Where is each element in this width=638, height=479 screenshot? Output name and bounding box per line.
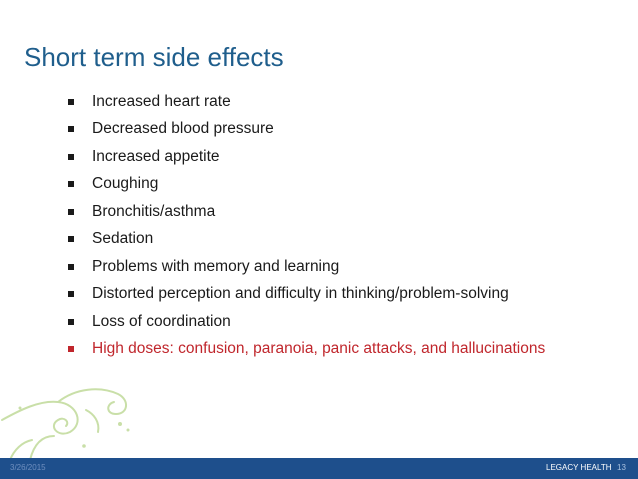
square-bullet-icon [68, 209, 74, 215]
square-bullet-icon [68, 319, 74, 325]
square-bullet-icon [68, 346, 74, 352]
page-number: 13 [617, 463, 626, 472]
bullet-text: Sedation [92, 230, 154, 248]
bullet-item [68, 308, 545, 336]
footer-date: 3/26/2015 [10, 463, 46, 472]
bullet-text: Decreased blood pressure [92, 120, 274, 138]
bullet-item [68, 116, 545, 144]
bullet-item [68, 88, 545, 116]
footer-organization: LEGACY HEALTH [546, 463, 612, 472]
square-bullet-icon [68, 264, 74, 270]
square-bullet-icon [68, 236, 74, 242]
bullet-text: Increased appetite [92, 147, 220, 165]
bullet-item [68, 143, 545, 171]
footer-bar [0, 458, 638, 479]
slide-title: Short term side effects [24, 42, 284, 72]
square-bullet-icon [68, 99, 74, 105]
bullet-text: Coughing [92, 175, 159, 193]
bullet-item [68, 281, 545, 309]
bullet-item [68, 253, 545, 281]
bullet-item-highlight [68, 336, 545, 364]
bullet-item [68, 226, 545, 254]
bullet-item [68, 198, 545, 226]
bullet-text: Problems with memory and learning [92, 257, 340, 275]
decorative-swirl-icon [0, 380, 140, 460]
bullet-text: Loss of coordination [92, 312, 231, 330]
square-bullet-icon [68, 126, 74, 132]
bullet-list [68, 88, 545, 363]
bullet-text: High doses: confusion, paranoia, panic attacks, and hallucinations [92, 340, 546, 358]
bullet-text: Distorted perception and difficulty in thinking/problem-solving [92, 285, 509, 303]
square-bullet-icon [68, 291, 74, 297]
bullet-text: Increased heart rate [92, 92, 231, 110]
square-bullet-icon [68, 181, 74, 187]
bullet-item [68, 171, 545, 199]
square-bullet-icon [68, 154, 74, 160]
bullet-text: Bronchitis/asthma [92, 202, 216, 220]
